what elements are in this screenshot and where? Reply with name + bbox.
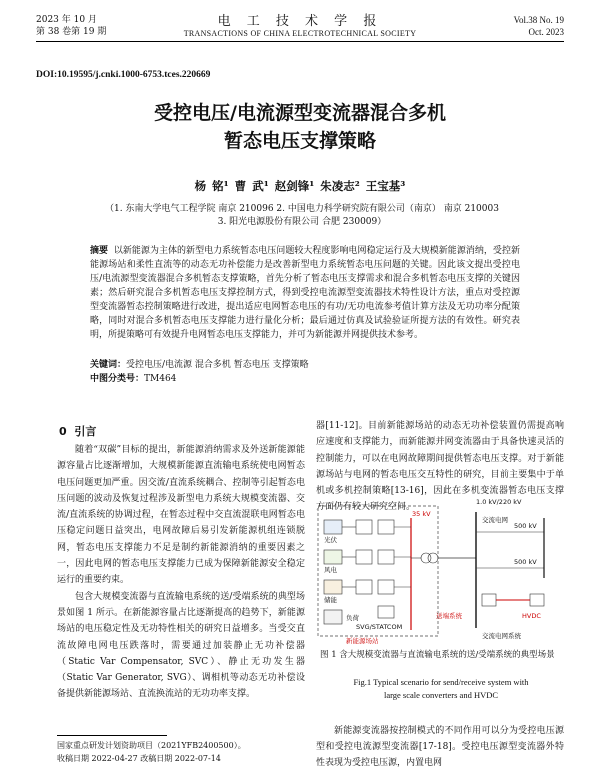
right-paragraph-bottom: 新能源变流器按控制模式的不同作用可以分为受控电压源型和受控电流源型变流器[17-18]。受控电压源型变流器外特性表现为受控电压源，内置电网 [316,726,564,768]
authors: 杨 铭¹ 曹 武¹ 赵剑锋¹ 朱凌志² 王宝基³ [194,179,406,193]
label-pv: 光伏 [324,536,337,544]
hvdc-converter-recv [530,594,544,606]
header-date: 2023 年 10 月 [36,15,97,25]
load-box [324,610,342,624]
right-column-bottom [316,723,564,771]
converter-2 [356,550,372,564]
clc-label: 中图分类号： [90,374,145,384]
transformer-b [428,553,438,563]
footnote-funding: 国家重点研发计划资助项目（2021YFB2400500）。 [57,741,246,750]
caption-en-line-2: large scale converters and HVDC [383,690,499,700]
svg-device [378,606,394,618]
intro-paragraph-1: 随着“双碳”目标的提出，新能源消纳需求及外送新能源能源容量占比逐渐增加，大规模新能源直流输电系统使电网暂态电压问题更加严重。因交流/直流系统耦合、控制等引起暂态电压问题的波动及恢复过程涉及新型电力系统大规模变流器、交流/直流系统的协调过程，在暂态过程中交直流混联电网暂态电压稳定问题日益突出，电网故障后易引发新能源机组连锁脱网，暂态电压支撑能力不足是制约新能源消纳的重要因素之一，因此电网的暂态电压支撑能力已成为保障新能源安全稳定运行的重要约束。 [57,445,305,586]
footnote-rule [57,735,167,736]
affiliations [40,203,564,229]
label-hvdc: HVDC [522,612,541,620]
section-title: 引言 [74,425,97,438]
label-500kv-2: 500 kV [514,558,537,566]
header-center [150,10,450,38]
figure-caption-cn: 图 1 含大规模变流器与直流输电系统的送/受端系统的典型场景 [320,650,555,660]
label-send: 送端系统 [436,612,462,620]
keywords-label: 关键词： [90,360,127,370]
header-month-en: Oct. 2023 [528,27,564,37]
clc-text: TM464 [144,374,177,384]
label-station: 新能源场站 [346,637,379,645]
intro-paragraph-2: 包含大规模变流器与直流输电系统的送/受端系统的典型场景如图 1 所示。在新能源容量占比逐渐提高的趋势下，新能源场站的电压稳定性及无功特性相关的研究日益增多。当受交直流故障电网电压跌落时，需要通过加装静止无功补偿器（Static Var Compensator, SVC）、静止无功发生器（Static Var Generator, SVG）、调相机等动态无功补偿设备提供新能源场站、直流换流站的无功功率支撑。 [57,591,305,700]
header-rule [36,41,564,42]
left-column [57,442,305,703]
abstract-text-2: 研究表明，所提策略可有效提升电网暂态电压支撑能力，并可为新能源并网提供技术参考。 [90,316,520,340]
abstract-text: 以新能源为主体的新型电力系统暂态电压问题较大程度影响电网稳定运行及大规模新能源消纳，受控新能源场站和柔性直流等的动态无功补偿能力是改善新型电力系统暂态电压问题的关键。因此该文提出受控电压/电流源型变流器混合多机暂态支撑策略，首先分析了暂态电压支撑需求和混合多机暂态电压支撑的关键因素；然后研究混合多机暂态电压支撑控制方式，得到受控电流源型变流器技术特性设计方法，重点对受控源型变流器暂态控制策略进行改进，提出适应电网暂态电压的有功/无功电流参考值计算方法及无功功率分配策略，同时对混合多机暂态电压支撑能力进行量化分析；最后通过仿真及试验验证所提方法的有效性。 [90,246,520,326]
footnote [57,739,246,765]
label-load: 负荷 [346,614,359,622]
converter-1 [356,520,372,534]
footnote-dates: 收稿日期 2022-04-27 改稿日期 2022-07-14 [57,754,221,763]
affiliation-line-1: （1. 东南大学电气工程学院 南京 210096 2. 中国电力科学研究院有限公司（南京） 南京 210003 [105,204,499,214]
title-line-1: 受控电压/电流源型变流器混合多机 [154,102,446,124]
header-right [514,14,564,38]
label-svg: SVG/STATCOM [356,623,403,631]
wind-box [324,550,342,564]
affiliation-line-2: 3. 阳光电源股份有限公司 合肥 230009） [217,217,387,227]
label-storage: 储能 [324,596,337,604]
label-500kv-1: 500 kV [514,522,537,530]
keywords [90,358,520,372]
converter-5 [378,550,394,564]
header-volume-cn: 第 38 卷第 19 期 [36,27,107,37]
abstract [90,244,520,342]
paper-title [36,99,564,155]
clc-number [90,372,520,386]
label-ac-grid: 交流电网 [482,516,508,524]
title-line-2: 暂态电压支撑策略 [223,130,376,152]
label-recv: 交流电网系统 [482,632,521,640]
hvdc-converter-send [482,594,496,606]
label-35kv: 35 kV [412,510,431,518]
converter-6 [378,580,394,594]
section-heading [59,423,96,439]
pv-box [324,520,342,534]
section-number: 0 [59,425,67,438]
converter-4 [378,520,394,534]
header-left [36,14,106,38]
caption-en-line-1: Fig.1 Typical scenario for send/receive system with [353,677,529,687]
converter-3 [356,580,372,594]
header-volume-en: Vol.38 No. 19 [513,15,564,25]
right-paragraph-top: 器[11-12]。目前新能源场站的动态无功补偿装置仍需提高响应速度和支撑能力，而新能源并网变流器由于具备快速灵活的控制能力，可以在电网故障期间提供暂态电压支撑。对于新能源场站与电网的暂态电压交互特性的研究，目前主要集中于单机或多机控制策略[13-16]，因此在多机变流器暂态电压支撑方面仍有较大研究空间。 [316,421,564,513]
storage-box [324,580,342,594]
label-top: 1.0 kV/220 kV [476,498,522,506]
figure-1-diagram [316,498,566,648]
doi[interactable]: DOI:10.19595/j.cnki.1000-6753.tces.220669 [36,70,211,80]
journal-title-cn: 电 工 技 术 学 报 [217,14,383,29]
label-wind: 风电 [324,566,337,574]
journal-title-en: TRANSACTIONS OF CHINA ELECTROTECHNICAL SOCIETY [183,29,417,38]
abstract-label: 摘要 [90,246,109,256]
figure-caption-en [316,676,566,702]
keywords-text: 受控电压/电流源 混合多机 暂态电压 支撑策略 [126,360,309,370]
